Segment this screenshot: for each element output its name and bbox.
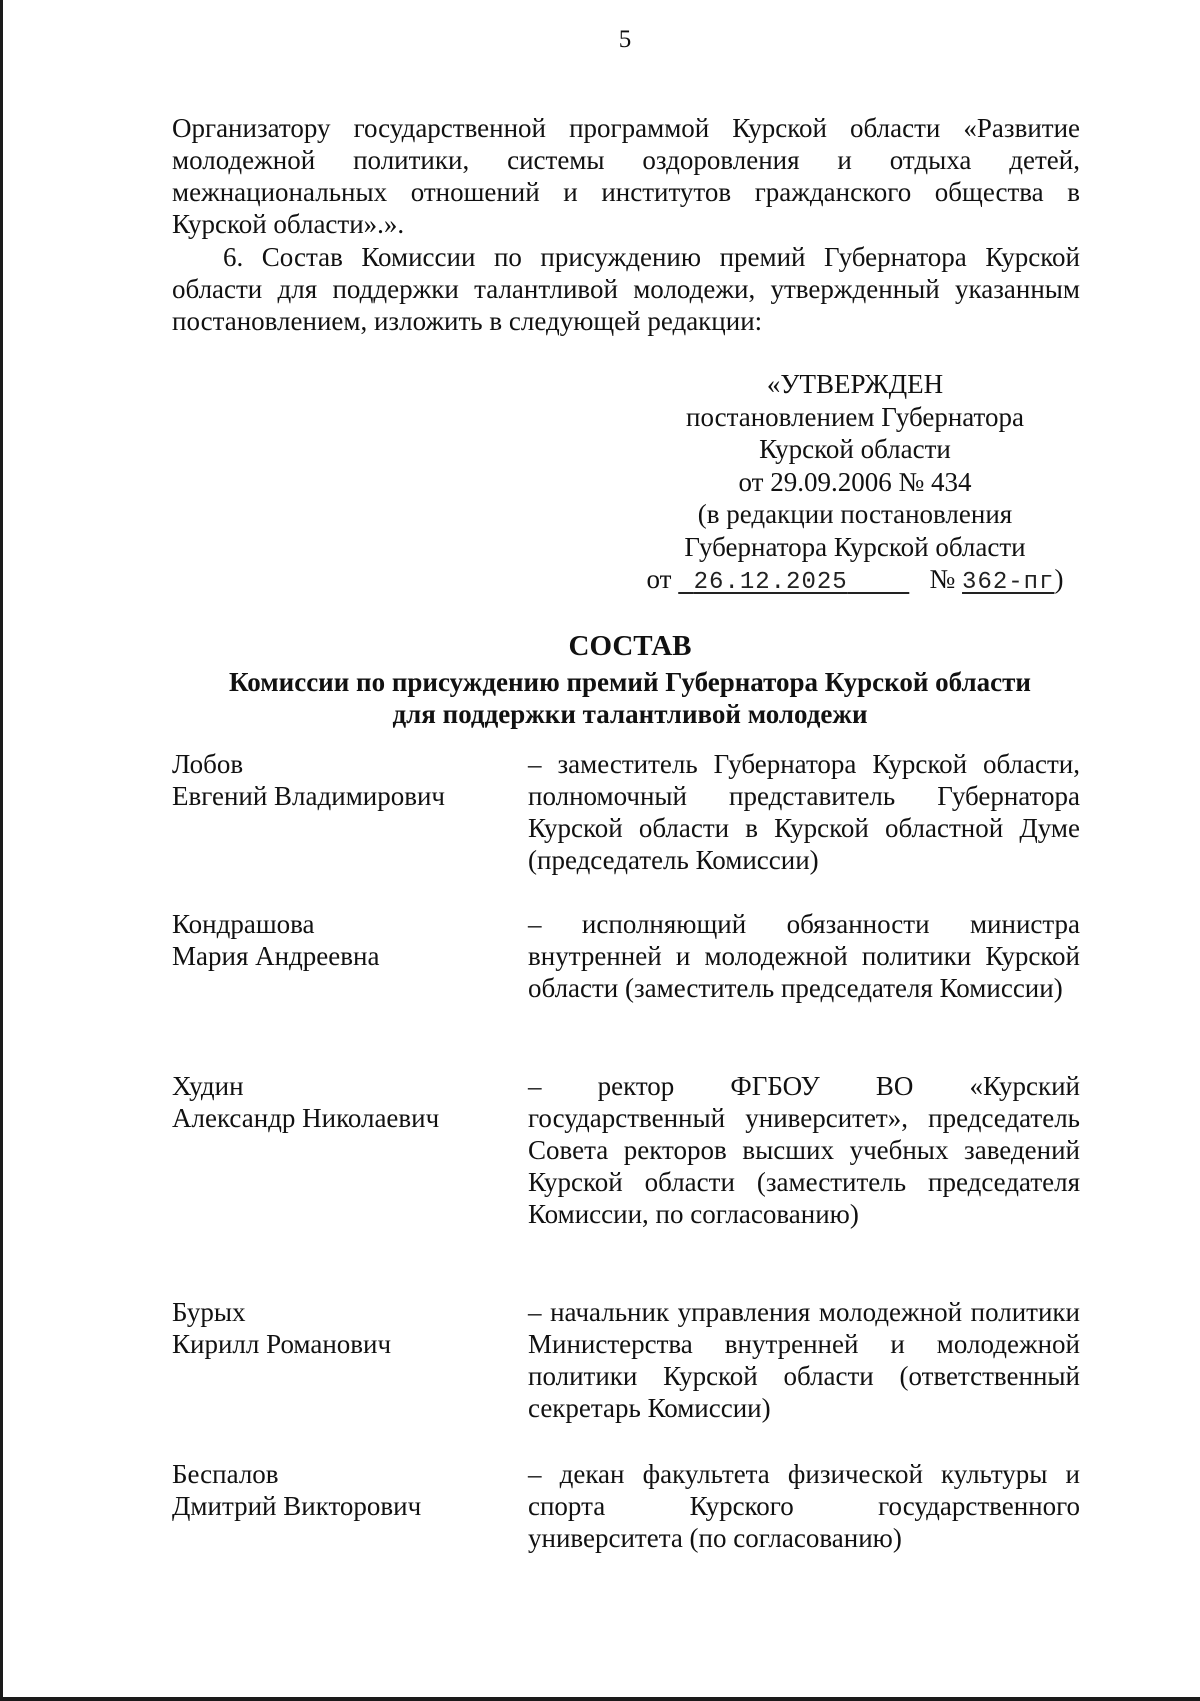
member-role: – начальник управления молодежной политики Министерства внутренней и молодежной политики Курской области (ответственный секретарь Комиссии) [528, 1297, 1080, 1423]
approval-line-edition: (в редакции постановления [697, 499, 1013, 529]
member-surname: Кондрашова [172, 909, 315, 939]
member-name [172, 1296, 512, 1360]
approval-stamp-block [640, 368, 1070, 600]
date-prefix: от [646, 564, 672, 594]
member-given-names: Дмитрий Викторович [172, 1491, 422, 1521]
decree-date: 26.12.2025 [693, 569, 848, 596]
member-given-names: Александр Николаевич [172, 1103, 440, 1133]
number-prefix: № [929, 564, 956, 594]
decree-number: 362-пг [962, 569, 1055, 596]
approval-line-new-date [640, 563, 1070, 600]
title-subtitle-line2: для поддержки талантливой молодежи [392, 699, 868, 729]
member-given-names: Мария Андреевна [172, 941, 380, 971]
member-given-names: Кирилл Романович [172, 1329, 392, 1359]
title-subtitle-line1: Комиссии по присуждению премий Губернатора Курской области [229, 667, 1031, 697]
member-surname: Худин [172, 1071, 244, 1101]
paragraph-item-6: 6. Состав Комиссии по присуждению премий Губернатора Курской области для поддержки талантливой молодежи, утвержденный указанным постановлением, изложить в следующей редакции: [172, 242, 1080, 336]
composition-title [0, 630, 1200, 730]
member-given-names: Евгений Владимирович [172, 781, 446, 811]
scan-bottom-edge [0, 1697, 1200, 1701]
member-surname: Бурых [172, 1297, 246, 1327]
member-name [172, 748, 512, 812]
approval-line-decree: постановлением Губернатора [686, 401, 1024, 432]
closing-bracket: ) [1054, 564, 1064, 594]
page-number: 5 [618, 26, 632, 53]
approval-line-original-date: от 29.09.2006 № 434 [738, 466, 972, 497]
member-surname: Беспалов [172, 1459, 279, 1489]
member-name [172, 908, 512, 972]
member-role: – заместитель Губернатора Курской области, полномочный представитель Губернатора Курской области в Курской областной Думе (председатель Комиссии) [528, 749, 1080, 875]
member-name [172, 1458, 512, 1522]
member-role: – декан факультета физической культуры и спорта Курского государственного университета (по согласованию) [528, 1459, 1080, 1553]
title-main: СОСТАВ [568, 630, 692, 662]
member-name [172, 1070, 512, 1134]
member-role: – ректор ФГБОУ ВО «Курский государственный университет», председатель Совета ректоров высших учебных заведений Курской области (заместитель председателя Комиссии, по согласованию) [528, 1071, 1080, 1229]
approval-line-approved: «УТВЕРЖДЕН [766, 369, 944, 399]
approval-line-region: Курской области [759, 434, 951, 464]
paragraph-program: Организатору государственной программой Курской области «Развитие молодежной политики, системы оздоровления и отдыха детей, межнациональных отношений и институтов гражданского общества в Курской области».». [172, 113, 1080, 239]
member-surname: Лобов [172, 749, 244, 779]
scan-left-edge [0, 0, 3, 1701]
approval-line-governor: Губернатора Курской области [684, 531, 1026, 562]
member-role: – исполняющий обязанности министра внутренней и молодежной политики Курской области (заместитель председателя Комиссии) [528, 909, 1080, 1003]
